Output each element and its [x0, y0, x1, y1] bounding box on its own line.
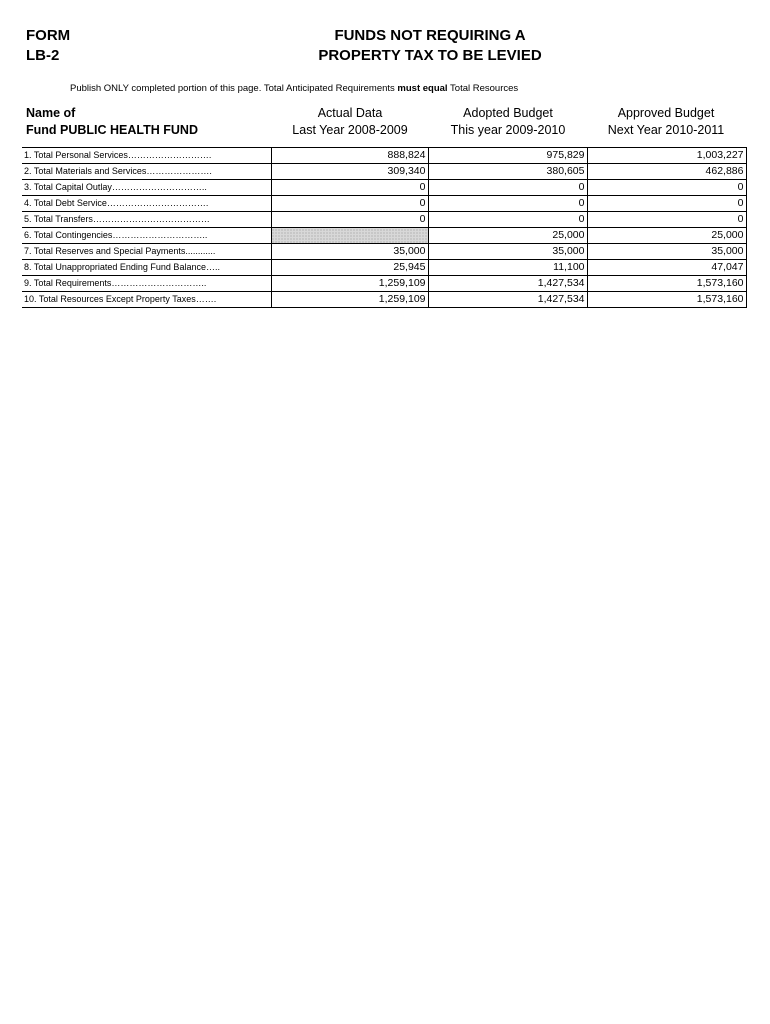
column-header-actual-line1: Actual Data — [317, 106, 383, 120]
row-label: 10. Total Resources Except Property Taxes……. — [22, 292, 271, 308]
value-cell: 0 — [271, 212, 428, 228]
value-cell: 0 — [428, 196, 587, 212]
form-label-line2: LB-2 — [26, 47, 60, 64]
value-cell: 1,573,160 — [587, 276, 746, 292]
instruction-bold: must equal — [397, 83, 448, 94]
row-label: 2. Total Materials and Services…………………. — [22, 164, 271, 180]
form-label-line1: FORM — [26, 27, 71, 44]
value-cell: 1,003,227 — [587, 148, 746, 164]
table-row — [22, 260, 746, 276]
value-cell: 0 — [428, 180, 587, 196]
value-cell: 25,000 — [428, 228, 587, 244]
value-cell: 35,000 — [587, 244, 746, 260]
fund-name-line2: Fund PUBLIC HEALTH FUND — [26, 123, 198, 137]
table-row — [22, 180, 746, 196]
form-number — [26, 26, 70, 66]
column-header-adopted-line1: Adopted Budget — [463, 106, 553, 120]
form-title — [270, 26, 590, 66]
value-cell: 1,427,534 — [428, 276, 587, 292]
table-row — [22, 148, 746, 164]
row-label: 1. Total Personal Services………………………. — [22, 148, 271, 164]
value-cell: 11,100 — [428, 260, 587, 276]
requirements-table — [22, 147, 747, 308]
row-label: 8. Total Unappropriated Ending Fund Balance….. — [22, 260, 271, 276]
fund-name — [26, 105, 198, 139]
value-cell: 35,000 — [428, 244, 587, 260]
column-header-approved-line2: Next Year 2010-2011 — [607, 123, 725, 137]
row-label: 3. Total Capital Outlay………………………….. — [22, 180, 271, 196]
instruction-text-1: Publish ONLY completed portion of this page. Total Anticipated Requirements — [70, 83, 398, 94]
value-cell: 462,886 — [587, 164, 746, 180]
column-header-adopted-line2: This year 2009-2010 — [450, 123, 566, 137]
value-cell: 47,047 — [587, 260, 746, 276]
value-cell: 25,000 — [587, 228, 746, 244]
value-cell: 35,000 — [271, 244, 428, 260]
column-header-approved-line1: Approved Budget — [617, 106, 715, 120]
value-cell: 1,427,534 — [428, 292, 587, 308]
value-cell: 1,573,160 — [587, 292, 746, 308]
table-row — [22, 212, 746, 228]
row-label: 6. Total Contingencies………………………….. — [22, 228, 271, 244]
row-label: 9. Total Requirements………………………….. — [22, 276, 271, 292]
instruction-text-2: Total Resources — [447, 83, 519, 94]
column-header-approved — [588, 105, 744, 139]
value-cell: 1,259,109 — [271, 276, 428, 292]
column-header-adopted — [430, 105, 586, 139]
value-cell: 0 — [428, 212, 587, 228]
value-cell: 380,605 — [428, 164, 587, 180]
form-title-line1: FUNDS NOT REQUIRING A — [334, 27, 526, 44]
table-row — [22, 196, 746, 212]
table-header — [22, 100, 746, 144]
value-cell: 975,829 — [428, 148, 587, 164]
value-cell: 0 — [271, 180, 428, 196]
value-cell: 0 — [587, 212, 746, 228]
value-cell: 309,340 — [271, 164, 428, 180]
table-row — [22, 228, 746, 244]
value-cell: 888,824 — [271, 148, 428, 164]
table-row — [22, 276, 746, 292]
value-cell: 0 — [587, 180, 746, 196]
value-cell: 1,259,109 — [271, 292, 428, 308]
value-cell: 0 — [271, 196, 428, 212]
value-cell: 25,945 — [271, 260, 428, 276]
table-row — [22, 292, 746, 308]
publish-instruction — [70, 83, 518, 95]
table-row — [22, 164, 746, 180]
value-cell: 0 — [587, 196, 746, 212]
row-label: 5. Total Transfers………………………………… — [22, 212, 271, 228]
column-header-actual — [272, 105, 428, 139]
table-row — [22, 244, 746, 260]
column-header-actual-line2: Last Year 2008-2009 — [292, 123, 408, 137]
fund-name-line1: Name of — [26, 106, 76, 120]
form-title-line2: PROPERTY TAX TO BE LEVIED — [318, 47, 542, 64]
shaded-cell — [271, 228, 428, 244]
row-label: 4. Total Debt Service……………………………. — [22, 196, 271, 212]
row-label: 7. Total Reserves and Special Payments............ — [22, 244, 271, 260]
